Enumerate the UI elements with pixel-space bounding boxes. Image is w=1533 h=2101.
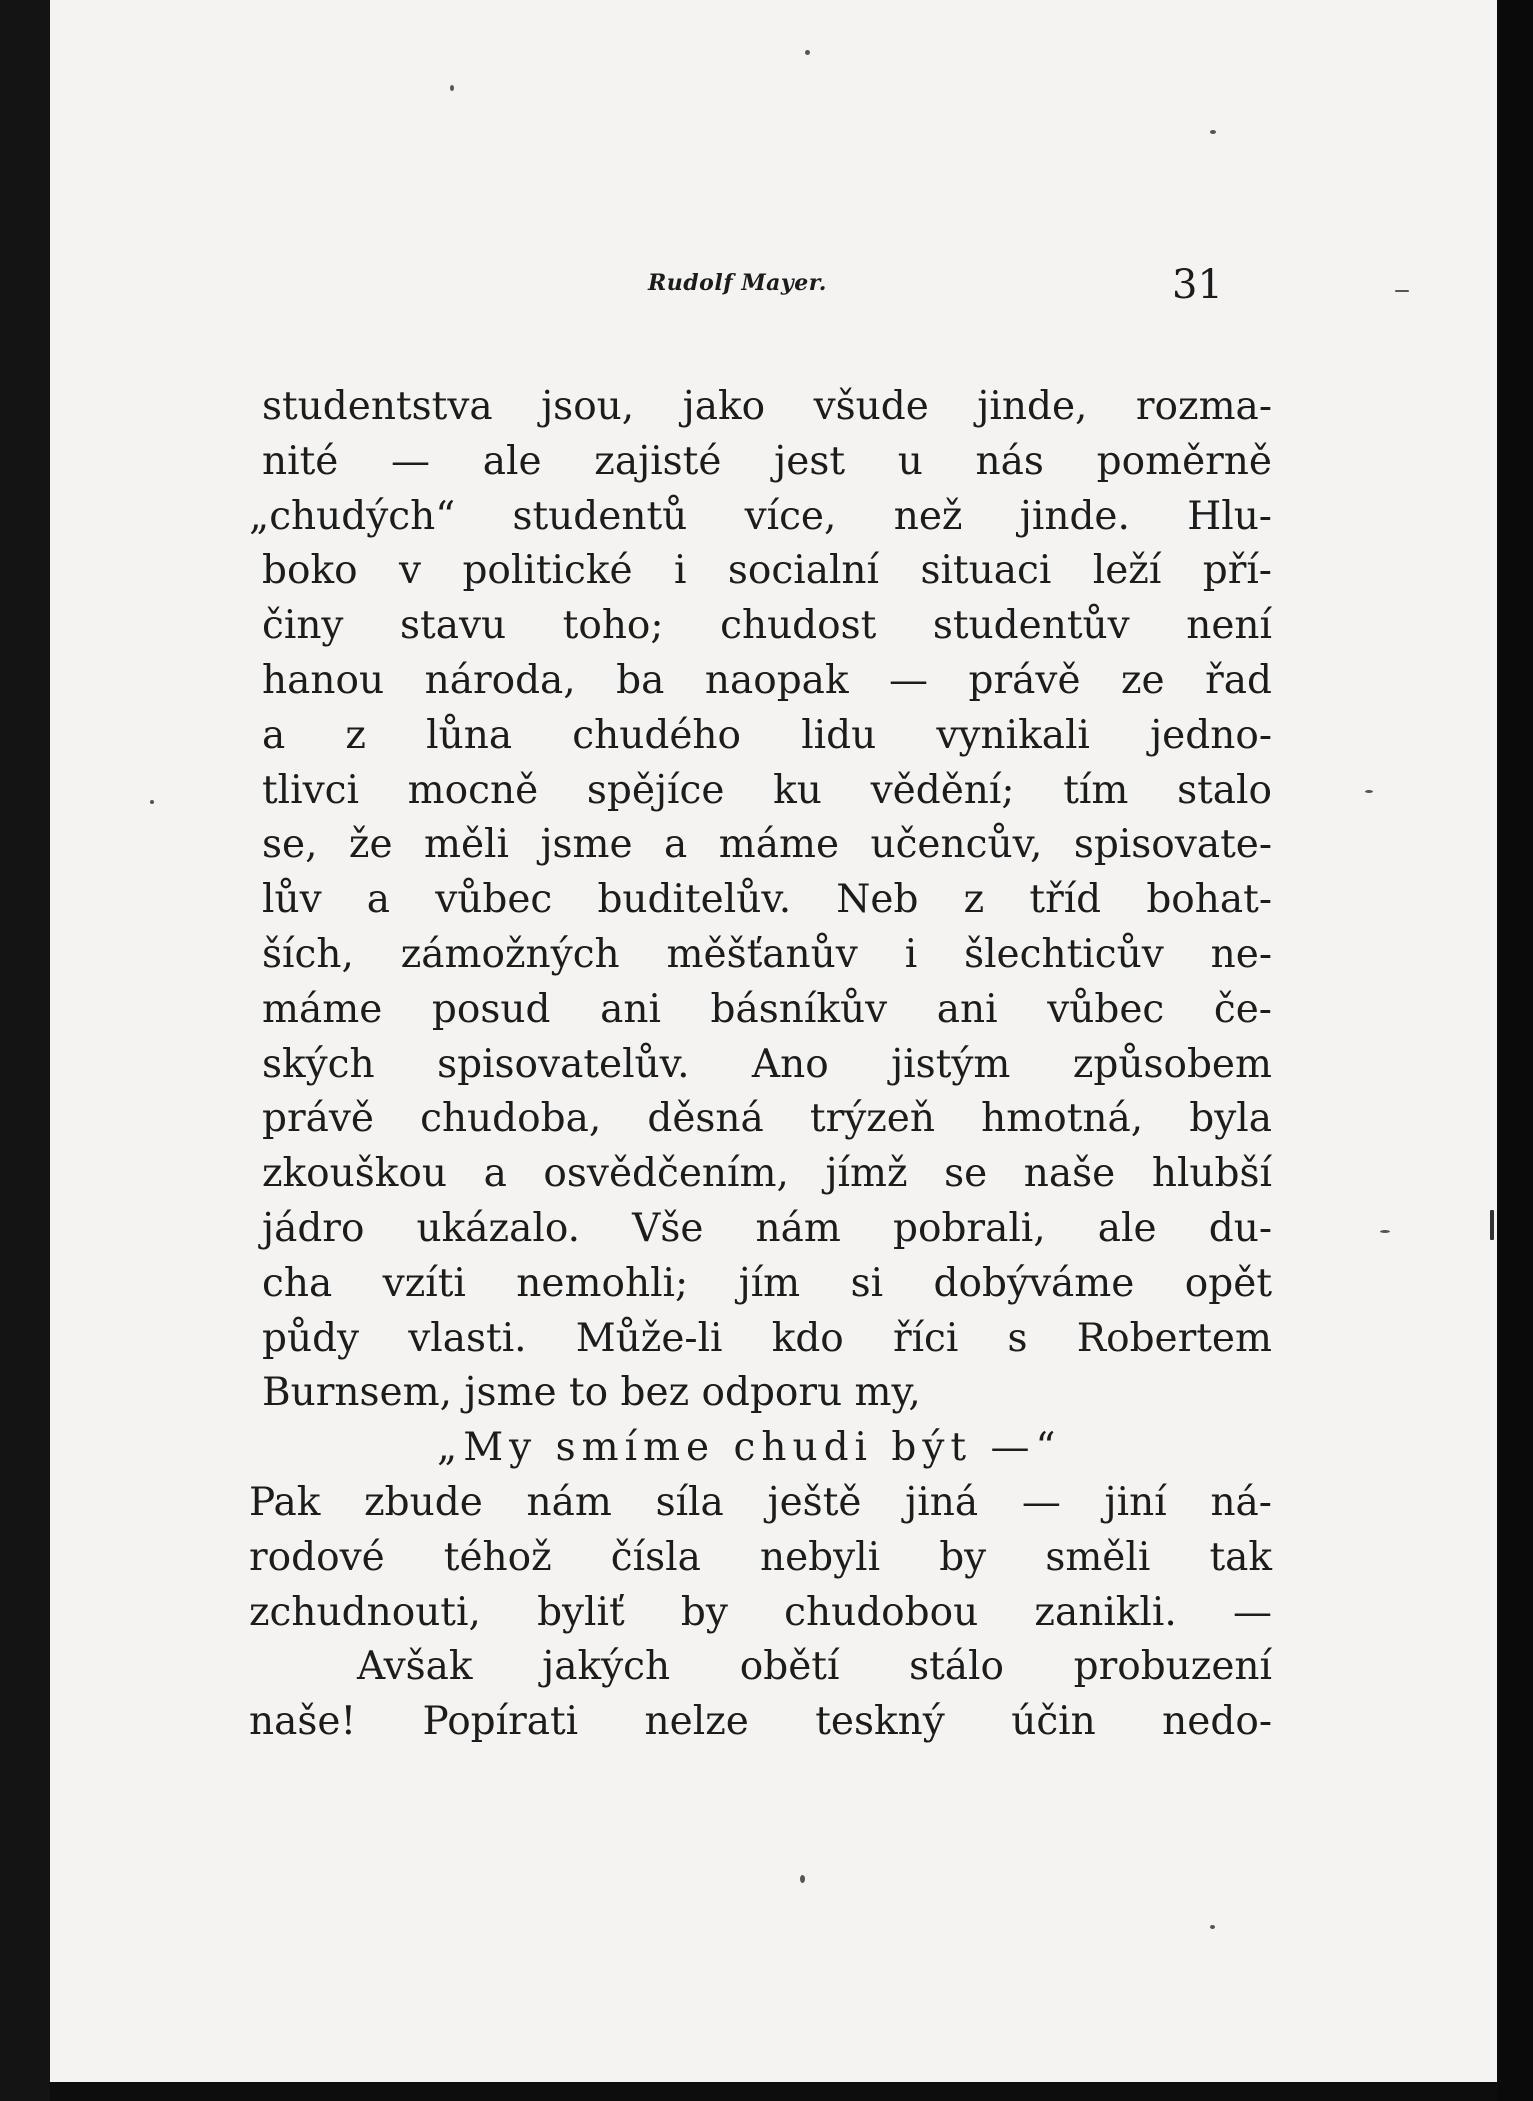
text-line: se, že měli jsme a máme učencův, spisovate- — [262, 822, 1272, 868]
scan-speck — [805, 50, 810, 55]
scan-right-margin — [1497, 0, 1533, 2101]
text-line: lův a vůbec buditelův. Neb z tříd bohat- — [262, 877, 1272, 923]
scan-speck — [1395, 290, 1409, 292]
scan-speck — [1490, 1210, 1494, 1240]
scan-speck — [450, 85, 454, 91]
text-line: ších, zámožných měšťanův i šlechticův ne- — [262, 931, 1272, 977]
text-line: Pak zbude nám síla ještě jiná — jiní ná- — [249, 1479, 1272, 1525]
text-line: Burnsem, jsme to bez odporu my, — [262, 1370, 921, 1416]
text-line: půdy vlasti. Může-li kdo říci s Robertem — [262, 1315, 1272, 1361]
scan-speck — [1210, 1925, 1215, 1929]
page-header — [50, 262, 1497, 322]
book-page — [50, 0, 1497, 2082]
scan-speck — [1380, 1230, 1390, 1233]
scan-speck — [1210, 130, 1216, 134]
body-text — [249, 380, 1272, 1750]
text-line: cha vzíti nemohli; jím si dobýváme opět — [262, 1260, 1272, 1306]
text-line: ských spisovatelův. Ano jistým způsobem — [262, 1041, 1272, 1087]
page-number: 31 — [1172, 262, 1223, 308]
text-line: jádro ukázalo. Vše nám pobrali, ale du- — [262, 1205, 1272, 1251]
scan-speck — [800, 1875, 805, 1883]
text-line: boko v politické i socialní situaci leží pří- — [262, 548, 1272, 594]
text-line: máme posud ani básníkův ani vůbec če- — [262, 986, 1272, 1032]
paragraph-start-line: Avšak jakých obětí stálo probuzení — [357, 1644, 1272, 1690]
text-line: nité — ale zajisté jest u nás poměrně — [262, 438, 1272, 484]
text-line: naše! Popírati nelze teskný účin nedo- — [249, 1699, 1272, 1745]
text-line: tlivci mocně spějíce ku vědění; tím stalo — [262, 767, 1272, 813]
quoted-line: „My smíme chudi být —“ — [437, 1425, 1062, 1471]
running-head: Rudolf Mayer. — [648, 270, 827, 296]
scan-speck — [1365, 790, 1373, 793]
text-line: zkouškou a osvědčením, jímž se naše hlubší — [262, 1151, 1272, 1197]
text-line: hanou národa, ba naopak — právě ze řad — [262, 657, 1272, 703]
scan-speck — [150, 800, 154, 804]
text-line: rodové téhož čísla nebyli by směli tak — [249, 1534, 1272, 1580]
text-line: právě chudoba, děsná trýzeň hmotná, byla — [262, 1096, 1272, 1142]
text-line: „chudých“ studentů více, než jinde. Hlu- — [249, 493, 1272, 539]
text-line: a z lůna chudého lidu vynikali jedno- — [262, 712, 1272, 758]
text-line: zchudnouti, byliť by chudobou zanikli. — — [249, 1589, 1272, 1635]
text-line: činy stavu toho; chudost studentův není — [262, 603, 1272, 649]
scan-left-margin — [0, 0, 50, 2101]
text-line: studentstva jsou, jako všude jinde, rozma- — [262, 384, 1272, 429]
